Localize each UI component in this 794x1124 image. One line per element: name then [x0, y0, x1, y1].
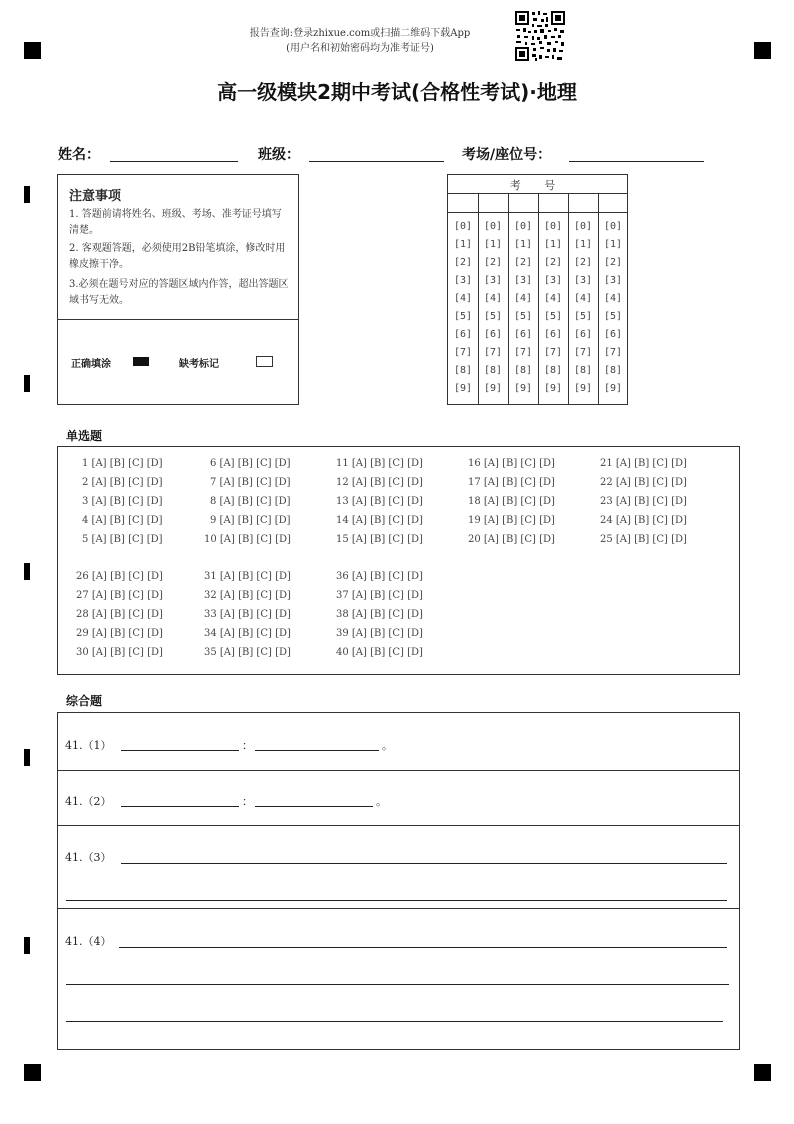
corner-marker-bottom-right [754, 1064, 771, 1081]
choice-question-24[interactable]: 24 [A] [B] [C] [D] [600, 515, 687, 526]
choice-question-13[interactable]: 13 [A] [B] [C] [D] [336, 496, 423, 507]
question-41-1-label: 41.（1） [65, 739, 112, 752]
exam-id-digit-bubble[interactable]: [0] [603, 221, 623, 232]
section-divider [58, 770, 739, 771]
exam-id-digit-bubble[interactable]: [9] [543, 383, 563, 394]
exam-id-digit-bubble[interactable]: [2] [573, 257, 593, 268]
exam-id-digit-bubble[interactable]: [7] [453, 347, 473, 358]
choice-question-25[interactable]: 25 [A] [B] [C] [D] [600, 534, 687, 545]
notice-divider [58, 319, 298, 320]
comprehensive-label: 综合题 [66, 694, 103, 708]
choice-question-36[interactable]: 36 [A] [B] [C] [D] [336, 571, 423, 582]
choice-question-12[interactable]: 12 [A] [B] [C] [D] [336, 477, 423, 488]
exam-id-digit-bubble[interactable]: [1] [483, 239, 503, 250]
exam-id-digit-bubble[interactable]: [0] [573, 221, 593, 232]
period: 。 [382, 739, 393, 752]
answer-line[interactable] [119, 947, 727, 948]
choice-question-19[interactable]: 19 [A] [B] [C] [D] [468, 515, 555, 526]
exam-id-digit-bubble[interactable]: [0] [543, 221, 563, 232]
corner-marker-top-left [24, 42, 41, 59]
exam-id-digit-bubble[interactable]: [0] [513, 221, 533, 232]
choice-question-9[interactable]: 9 [A] [B] [C] [D] [210, 515, 291, 526]
exam-id-digit-bubble[interactable]: [7] [513, 347, 533, 358]
choice-question-40[interactable]: 40 [A] [B] [C] [D] [336, 647, 423, 658]
choice-question-17[interactable]: 17 [A] [B] [C] [D] [468, 477, 555, 488]
period: 。 [376, 795, 387, 808]
single-choice-box [57, 446, 740, 675]
correct-fill-label: 正确填涂 [71, 359, 111, 370]
choice-question-15[interactable]: 15 [A] [B] [C] [D] [336, 534, 423, 545]
exam-id-digit-bubble[interactable]: [8] [513, 365, 533, 376]
seat-label: 考场/座位号： [462, 147, 552, 163]
exam-id-digit-bubble[interactable]: [1] [573, 239, 593, 250]
exam-id-digit-bubble[interactable]: [6] [513, 329, 533, 340]
exam-id-digit-bubble[interactable]: [5] [483, 311, 503, 322]
exam-id-digit-bubble[interactable]: [8] [453, 365, 473, 376]
answer-line[interactable] [66, 984, 729, 985]
exam-id-digit-bubble[interactable]: [1] [453, 239, 473, 250]
colon: ： [242, 795, 253, 808]
exam-id-digit-bubble[interactable]: [4] [573, 293, 593, 304]
corner-marker-bottom-left [24, 1064, 41, 1081]
exam-id-digit-bubble[interactable]: [9] [603, 383, 623, 394]
question-41-3-label: 41.（3） [65, 851, 112, 864]
exam-id-digit-bubble[interactable]: [4] [513, 293, 533, 304]
exam-id-digit-bubble[interactable]: [0] [483, 221, 503, 232]
notice-item: 2. 客观题答题，必须使用2B铅笔填涂，修改时用橡皮擦干净。 [69, 243, 286, 270]
answer-line[interactable] [66, 1021, 723, 1022]
choice-question-34[interactable]: 34 [A] [B] [C] [D] [204, 628, 291, 639]
exam-id-digit-bubble[interactable]: [9] [483, 383, 503, 394]
exam-id-digit-bubble[interactable]: [9] [513, 383, 533, 394]
choice-question-22[interactable]: 22 [A] [B] [C] [D] [600, 477, 687, 488]
choice-question-33[interactable]: 33 [A] [B] [C] [D] [204, 609, 291, 620]
choice-question-27[interactable]: 27 [A] [B] [C] [D] [76, 590, 163, 601]
choice-question-29[interactable]: 29 [A] [B] [C] [D] [76, 628, 163, 639]
exam-id-digit-bubble[interactable]: [1] [603, 239, 623, 250]
exam-id-digit-bubble[interactable]: [5] [543, 311, 563, 322]
side-marker [24, 563, 30, 580]
section-divider [58, 825, 739, 826]
choice-question-31[interactable]: 31 [A] [B] [C] [D] [204, 571, 291, 582]
choice-question-21[interactable]: 21 [A] [B] [C] [D] [600, 458, 687, 469]
exam-id-digit-bubble[interactable]: [4] [483, 293, 503, 304]
choice-question-3[interactable]: 3 [A] [B] [C] [D] [82, 496, 163, 507]
side-marker [24, 749, 30, 766]
choice-question-37[interactable]: 37 [A] [B] [C] [D] [336, 590, 423, 601]
choice-question-8[interactable]: 8 [A] [B] [C] [D] [210, 496, 291, 507]
choice-question-10[interactable]: 10 [A] [B] [C] [D] [204, 534, 291, 545]
choice-question-30[interactable]: 30 [A] [B] [C] [D] [76, 647, 163, 658]
choice-question-38[interactable]: 38 [A] [B] [C] [D] [336, 609, 423, 620]
answer-line[interactable] [66, 900, 727, 901]
notice-box [57, 174, 299, 405]
exam-id-digit-bubble[interactable]: [2] [483, 257, 503, 268]
exam-id-digit-bubble[interactable]: [7] [543, 347, 563, 358]
choice-question-6[interactable]: 6 [A] [B] [C] [D] [210, 458, 291, 469]
question-41-4-label: 41.（4） [65, 935, 112, 948]
exam-id-digit-bubble[interactable]: [8] [543, 365, 563, 376]
answer-line[interactable] [121, 750, 239, 751]
choice-question-14[interactable]: 14 [A] [B] [C] [D] [336, 515, 423, 526]
answer-line[interactable] [255, 806, 373, 807]
choice-question-1[interactable]: 1 [A] [B] [C] [D] [82, 458, 163, 469]
section-divider [58, 908, 739, 909]
exam-id-digit-bubble[interactable]: [5] [603, 311, 623, 322]
choice-question-2[interactable]: 2 [A] [B] [C] [D] [82, 477, 163, 488]
seat-field[interactable] [569, 161, 704, 162]
exam-id-digit-bubble[interactable]: [3] [513, 275, 533, 286]
choice-question-26[interactable]: 26 [A] [B] [C] [D] [76, 571, 163, 582]
exam-id-digit-bubble[interactable]: [7] [573, 347, 593, 358]
qr-code-icon [514, 10, 566, 62]
exam-id-digit-bubble[interactable]: [9] [573, 383, 593, 394]
colon: ： [242, 739, 253, 752]
class-label: 班级： [258, 147, 300, 163]
class-field[interactable] [309, 161, 444, 162]
exam-id-digit-bubble[interactable]: [4] [453, 293, 473, 304]
choice-question-16[interactable]: 16 [A] [B] [C] [D] [468, 458, 555, 469]
choice-question-4[interactable]: 4 [A] [B] [C] [D] [82, 515, 163, 526]
exam-id-digit-bubble[interactable]: [1] [543, 239, 563, 250]
name-label: 姓名： [58, 147, 100, 163]
absent-mark-label: 缺考标记 [179, 359, 219, 370]
choice-question-28[interactable]: 28 [A] [B] [C] [D] [76, 609, 163, 620]
exam-id-digit-bubble[interactable]: [8] [603, 365, 623, 376]
choice-question-39[interactable]: 39 [A] [B] [C] [D] [336, 628, 423, 639]
question-41-2-label: 41.（2） [65, 795, 112, 808]
exam-id-digit-bubble[interactable]: [7] [483, 347, 503, 358]
absent-mark-checkbox[interactable] [256, 356, 273, 367]
side-marker [24, 186, 30, 203]
exam-id-grid [447, 174, 628, 405]
exam-id-title: 考 号 [509, 179, 566, 192]
exam-id-digit-bubble[interactable]: [3] [483, 275, 503, 286]
exam-id-digit-bubble[interactable]: [3] [603, 275, 623, 286]
answer-line[interactable] [255, 750, 379, 751]
choice-question-18[interactable]: 18 [A] [B] [C] [D] [468, 496, 555, 507]
choice-question-20[interactable]: 20 [A] [B] [C] [D] [468, 534, 555, 545]
exam-id-digit-bubble[interactable]: [2] [453, 257, 473, 268]
exam-id-digit-bubble[interactable]: [2] [543, 257, 563, 268]
answer-line[interactable] [121, 806, 239, 807]
exam-id-digit-bubble[interactable]: [3] [573, 275, 593, 286]
choice-question-35[interactable]: 35 [A] [B] [C] [D] [204, 647, 291, 658]
choice-question-23[interactable]: 23 [A] [B] [C] [D] [600, 496, 687, 507]
exam-id-digit-bubble[interactable]: [9] [453, 383, 473, 394]
report-query-note: (用户名和初始密码均为准考证号) [286, 43, 434, 54]
exam-id-digit-bubble[interactable]: [2] [513, 257, 533, 268]
exam-id-digit-bubble[interactable]: [3] [453, 275, 473, 286]
side-marker [24, 937, 30, 954]
answer-line[interactable] [121, 863, 727, 864]
choice-question-7[interactable]: 7 [A] [B] [C] [D] [210, 477, 291, 488]
exam-id-digit-bubble[interactable]: [5] [573, 311, 593, 322]
single-choice-label: 单选题 [66, 429, 103, 443]
exam-id-digit-bubble[interactable]: [3] [543, 275, 563, 286]
exam-id-digit-bubble[interactable]: [2] [603, 257, 623, 268]
corner-marker-top-right [754, 42, 771, 59]
side-marker [24, 375, 30, 392]
exam-id-digit-bubble[interactable]: [4] [543, 293, 563, 304]
exam-id-digit-bubble[interactable]: [6] [603, 329, 623, 340]
exam-id-digit-bubble[interactable]: [5] [453, 311, 473, 322]
exam-id-digit-bubble[interactable]: [0] [453, 221, 473, 232]
exam-id-digit-bubble[interactable]: [6] [483, 329, 503, 340]
exam-id-digit-bubble[interactable]: [6] [543, 329, 563, 340]
exam-id-digit-bubble[interactable]: [1] [513, 239, 533, 250]
exam-id-digit-bubble[interactable]: [5] [513, 311, 533, 322]
choice-question-11[interactable]: 11 [A] [B] [C] [D] [336, 458, 423, 469]
name-field[interactable] [110, 161, 238, 162]
exam-id-digit-bubble[interactable]: [7] [603, 347, 623, 358]
exam-id-digit-bubble[interactable]: [8] [573, 365, 593, 376]
notice-item: 3.必须在题号对应的答题区域内作答，超出答题区域书写无效。 [69, 279, 289, 306]
exam-title: 高一级模块2期中考试(合格性考试)·地理 [217, 80, 577, 104]
exam-id-digit-bubble[interactable]: [4] [603, 293, 623, 304]
exam-id-digit-bubble[interactable]: [8] [483, 365, 503, 376]
report-query-text: 报告查询:登录zhixue.com或扫描二维码下载App [249, 28, 471, 39]
choice-question-32[interactable]: 32 [A] [B] [C] [D] [204, 590, 291, 601]
exam-id-digit-bubble[interactable]: [6] [453, 329, 473, 340]
choice-question-5[interactable]: 5 [A] [B] [C] [D] [82, 534, 163, 545]
exam-id-digit-bubble[interactable]: [6] [573, 329, 593, 340]
notice-item: 1. 答题前请将姓名、班级、考场、准考证号填写清楚。 [69, 209, 282, 236]
notice-title: 注意事项 [69, 189, 122, 204]
correct-fill-sample [133, 357, 149, 366]
comprehensive-box [57, 712, 740, 1050]
